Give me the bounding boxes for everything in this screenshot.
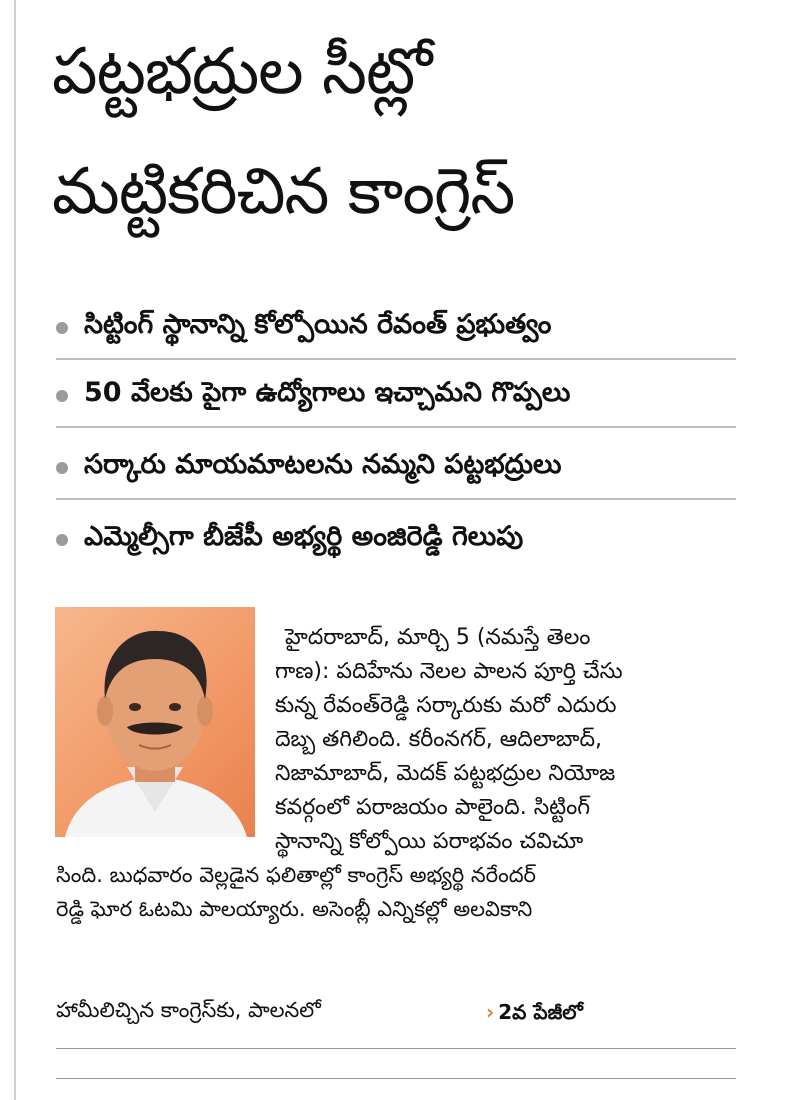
bullet-dot-icon (56, 390, 68, 402)
chevron-right-icon: › (486, 1000, 495, 1024)
headline-line-1: పట్టభద్రుల సీట్లో (52, 35, 432, 109)
bullet-item (56, 438, 736, 500)
continued-label: 2వ పేజీలో (498, 1000, 583, 1024)
bullet-text: సర్కారు మాయమాటలను నమ్మని పట్టభద్రులు (84, 449, 562, 480)
body-text-line: సింది. బుధవారం వెల్లడైన ఫలితాల్లో కాంగ్రెస్ అభ్యర్థి నరేందర్ (56, 863, 536, 887)
body-text-line: రెడ్డి ఘోర ఓటమి పాలయ్యారు. అసెంబ్లీ ఎన్నికల్లో అలవికాని (56, 897, 533, 921)
bullet-text: 50 వేలకు పైగా ఉద్యోగాలు ఇచ్చామని గొప్పలు (84, 377, 571, 408)
man-portrait-icon (55, 607, 255, 837)
continued-on-page-2 (486, 1000, 583, 1029)
body-text-line: గాణ): పదిహేను నెలల పాలన పూర్తి చేసు (275, 659, 623, 684)
bullet-item (56, 510, 736, 570)
footer-divider (56, 1078, 736, 1079)
body-text-line: కవర్గంలో పరాజయం పాలైంది. సిట్టింగ్ (275, 795, 591, 820)
bullet-dot-icon (56, 462, 68, 474)
body-text-line: దెబ్బ తగిలింది. కరీంనగర్, ఆదిలాబాద్, (275, 727, 602, 752)
bullet-text: ఎమ్మెల్సీగా బీజేపీ అభ్యర్థి అంజిరెడ్డి గెలుపు (84, 521, 524, 552)
body-text-line: హామీలిచ్చిన కాంగ్రెస్‌కు, పాలనలో (56, 998, 321, 1022)
bullet-item (56, 298, 736, 360)
body-text-line: కున్న రేవంత్‌రెడ్డి సర్కారుకు మరో ఎదురు (275, 693, 617, 718)
body-text-line: హైదరాబాద్, మార్చి 5 (నమస్తే తెలం (285, 625, 591, 650)
footer-divider (56, 1048, 736, 1049)
headline-line-2: మట్టికరిచిన కాంగ్రెస్ (52, 155, 515, 229)
bullet-item (56, 366, 736, 428)
bullet-dot-icon (56, 322, 68, 334)
body-text-line: నిజామాబాద్, మెదక్ పట్టభద్రుల నియోజ (275, 761, 616, 786)
bullet-dot-icon (56, 534, 68, 546)
bullet-text: సిట్టింగ్ స్థానాన్ని కోల్పోయిన రేవంత్ ప్రభుత్వం (84, 309, 552, 340)
body-text-line: స్థానాన్ని కోల్పోయి పరాభవం చవిచూ (275, 829, 584, 854)
page-edge-rule (14, 0, 16, 1100)
